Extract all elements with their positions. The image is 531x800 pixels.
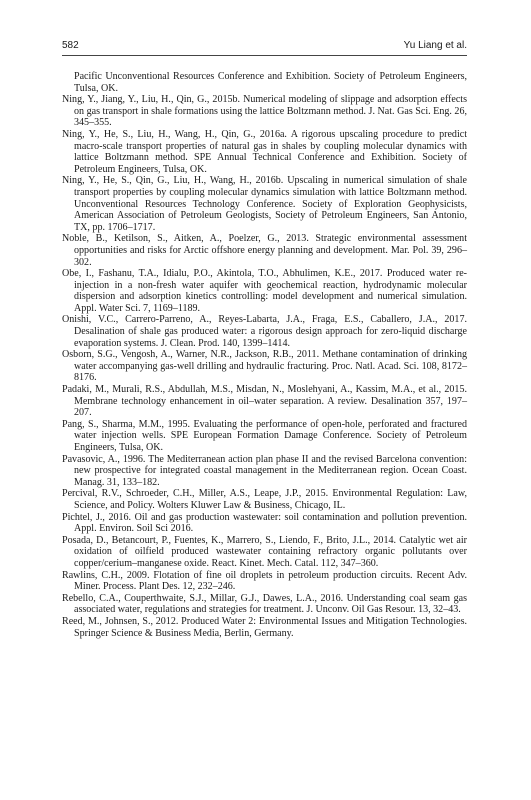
- reference-entry: Onishi, V.C., Carrero-Parreno, A., Reyes-Labarta, J.A., Fraga, E.S., Caballero, J.A., 2017. Desalination of shale gas produced water: a rigorous design approach for zero-liquid discharge evaporation systems. J. Clean. Prod. 140, 1399–1414.: [62, 314, 467, 349]
- running-header: [62, 40, 467, 51]
- reference-entry: Ning, Y., He, S., Qin, G., Liu, H., Wang, H., 2016b. Upscaling in numerical simulation of shale transport properties by coupling molecular dynamics simulation with lattice Boltzmann method. Unconventional Resources Technology Conference. Society of Exploration Geophysicists, American Association of Petroleum Geologists, Society of Petroleum Engineers, San Antonio, TX, pp. 1706–1717.: [62, 175, 467, 233]
- reference-entry: Pichtel, J., 2016. Oil and gas production wastewater: soil contamination and pollution prevention. Appl. Environ. Soil Sci 2016.: [62, 511, 467, 535]
- reference-entry: Rawlins, C.H., 2009. Flotation of fine oil droplets in petroleum production circuits. Recent Adv. Miner. Process. Plant Des. 12, 232–246.: [62, 569, 467, 593]
- reference-entry: Posada, D., Betancourt, P., Fuentes, K., Marrero, S., Liendo, F., Brito, J.L., 2014. Catalytic wet air oxidation of oilfield produced wastewater containing refractory organic pollutants over copper/cerium–manganese oxide. React. Kinet. Mech. Catal. 112, 347–360.: [62, 534, 467, 569]
- reference-entry: Obe, I., Fashanu, T.A., Idialu, P.O., Akintola, T.O., Abhulimen, K.E., 2017. Produced water re-injection in a non-fresh water aquifer with geochemical reaction, hydrodynamic molecular dispersion and adsorption kinetics controlling: model development and numerical simulation. Appl. Water Sci. 7, 1169–1189.: [62, 268, 467, 314]
- reference-entry: Pavasovic, A., 1996. The Mediterranean action plan phase II and the revised Barcelona convention: new prospective for integrated coastal management in the Mediterranean region. Ocean Coast. Manag. 31, 133–182.: [62, 453, 467, 488]
- running-author: Yu Liang et al.: [403, 40, 467, 51]
- reference-entry: Percival, R.V., Schroeder, C.H., Miller, A.S., Leape, J.P., 2015. Environmental Regulation: Law, Science, and Policy. Wolters Kluwer Law & Business, Chicago, IL.: [62, 488, 467, 511]
- reference-entry: Rebello, C.A., Couperthwaite, S.J., Millar, G.J., Dawes, L.A., 2016. Understanding coal seam gas associated water, regulations and strategies for treatment. J. Unconv. Oil Gas Resour. 13, 32–43.: [62, 592, 467, 616]
- reference-entry: Noble, B., Ketilson, S., Aitken, A., Poelzer, G., 2013. Strategic environmental assessment opportunities and risks for Arctic offshore energy planning and development. Mar. Pol. 39, 296–302.: [62, 233, 467, 268]
- reference-entry: Reed, M., Johnsen, S., 2012. Produced Water 2: Environmental Issues and Mitigation Technologies. Springer Science & Business Media, Berlin, Germany.: [62, 615, 467, 639]
- reference-list: [62, 71, 467, 639]
- reference-entry: Ning, Y., He, S., Liu, H., Wang, H., Qin, G., 2016a. A rigorous upscaling procedure to predict macro-scale transport properties of natural gas in shales by coupling molecular dynamics with lattice Boltzmann method. SPE Annual Technical Conference and Exhibition. Society of Petroleum Engineers, Tulsa, OK.: [62, 128, 467, 175]
- page-number: 582: [62, 40, 79, 51]
- reference-entry: Pang, S., Sharma, M.M., 1995. Evaluating the performance of open-hole, perforated and fractured water injection wells. SPE European Formation Damage Conference. Society of Petroleum Engineers, Tulsa, OK.: [62, 418, 467, 453]
- reference-entry: Pacific Unconventional Resources Conference and Exhibition. Society of Petroleum Engineers, Tulsa, OK.: [74, 71, 467, 94]
- reference-entry: Padaki, M., Murali, R.S., Abdullah, M.S., Misdan, N., Moslehyani, A., Kassim, M.A., et al., 2015. Membrane technology enhancement in oil–water separation. A review. Desalination 357, 197–207.: [62, 384, 467, 419]
- header-rule: [62, 55, 467, 56]
- reference-entry: Osborn, S.G., Vengosh, A., Warner, N.R., Jackson, R.B., 2011. Methane contamination of drinking water accompanying gas-well drilling and hydraulic fracturing. Proc. Natl. Acad. Sci. 108, 8172–8176.: [62, 349, 467, 384]
- reference-entry: Ning, Y., Jiang, Y., Liu, H., Qin, G., 2015b. Numerical modeling of slippage and adsorption effects on gas transport in shale formations using the lattice Boltzmann method. J. Nat. Gas Sci. Eng. 26, 345–355.: [62, 94, 467, 129]
